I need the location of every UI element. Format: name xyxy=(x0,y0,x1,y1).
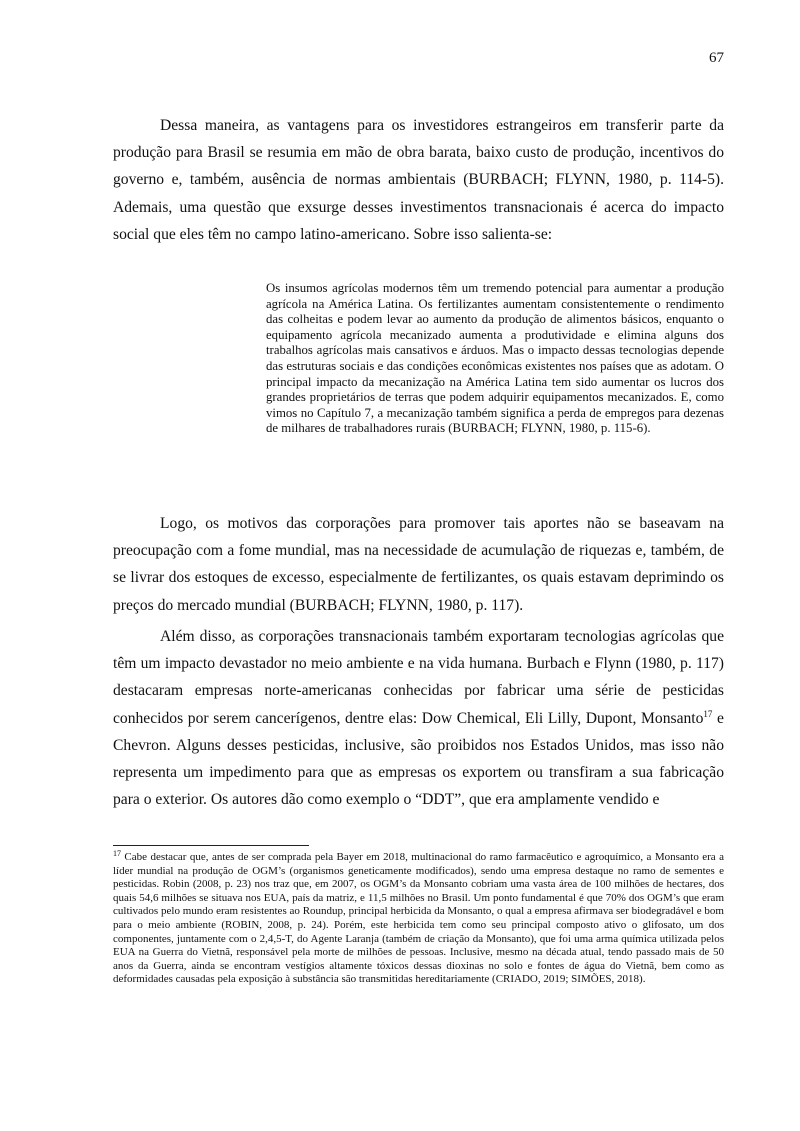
footnote-text: Cabe destacar que, antes de ser comprada pela Bayer em 2018, multinacional do ramo farmacêutico e agroquímico, a Monsanto era a líder mundial na produção de OGM’s (organismos geneticamente modificados), sendo uma empresa destaque no ramo de sementes e pesticidas. Robin (2008, p. 23) nos traz que, em 2007, os OGM’s da Monsanto cobriam uma vasta área de 100 milhões de hectares, dos quais 54,6 milhões se situava nos EUA, país da matriz, e 11,5 milhões no Brasil. Um ponto fundamental é que 70% dos OGM’s que eram cultivados pelo mundo eram resistentes ao Roundup, principal herbicida da Monsanto, o qual a empresa afirmava ser biodegradável e bom para o meio ambiente (ROBIN, 2008, p. 24). Porém, este herbicida tem como seu principal composto ativo o glifosato, um dos componentes, juntamente com o 2,4,5-T, do Agente Laranja (também de criação da Monsanto), que foi uma arma química utilizada pelos EUA na Guerra do Vietnã, responsável pela morte de milhões de pessoas. Inclusive, mesmo na década atual, tendo passado mais de 50 anos da Guerra, ainda se encontram vestígios altamente tóxicos dessas dioxinas no solo e fontes de água do Vietnã, bem como as deformidades causadas pela exposição à substância são transmitidas hereditariamente (CRIADO, 2019; SIMÕES, 2018). xyxy=(113,851,724,986)
footnote-number: 17 xyxy=(113,849,121,858)
body-paragraph-1: Dessa maneira, as vantagens para os investidores estrangeiros em transferir parte da produção para Brasil se resumia em mão de obra barata, baixo custo de produção, incentivos do governo e, também, ausência de normas ambientais (BURBACH; FLYNN, 1980, p. 114-5). Ademais, uma questão que exsurge desses investimentos transnacionais é acerca do impacto social que eles têm no campo latino-americano. Sobre isso salienta-se: xyxy=(113,117,724,243)
footnote-separator xyxy=(113,845,309,846)
paragraph-3-text-end: e Chevron. Alguns desses pesticidas, inclusive, são proibidos nos Estados Unidos, mas isso não representa um impedimento para que as empresas os exportem ou transfiram a sua fabricação para o exterior. Os autores dão como exemplo o “DDT”, que era amplamente vendido e xyxy=(113,709,724,809)
footnote xyxy=(113,851,724,987)
footnote-reference: 17 xyxy=(703,708,713,719)
page-number: 67 xyxy=(709,50,724,66)
paragraph-3-text-start: Além disso, as corporações transnacionais também exportaram tecnologias agrícolas que têm um impacto devastador no meio ambiente e na vida humana. Burbach e Flynn (1980, p. 117) destacaram empresas norte-americanas conhecidas por fabricar uma série de pesticidas conhecidos por serem cancerígenos, dentre elas: Dow Chemical, Eli Lilly, Dupont, Monsanto xyxy=(113,628,724,727)
body-paragraph-2: Logo, os motivos das corporações para promover tais aportes não se baseavam na preocupação com a fome mundial, mas na necessidade de acumulação de riquezas e, também, de se livrar dos estoques de excesso, especialmente de fertilizantes, os quais estavam deprimindo os preços do mercado mundial (BURBACH; FLYNN, 1980, p. 117). xyxy=(113,515,724,614)
body-paragraph-3 xyxy=(113,623,724,813)
block-quote: Os insumos agrícolas modernos têm um tremendo potencial para aumentar a produção agrícola na América Latina. Os fertilizantes aumentam consistentemente o rendimento das colheitas e podem levar ao aumento da produção de alimentos básicos, enquanto o equipamento agrícola mecanizado aumenta a produtividade e elimina alguns dos trabalhos agrícolas mais cansativos e árduos. Mas o impacto dessas tecnologias depende das estruturas sociais e das condições econômicas existentes nos países que as adotam. O principal impacto da mecanização na América Latina tem sido aumentar os lucros dos grandes proprietários de terras que podem adquirir equipamentos mecanizados. E, como vimos no Capítulo 7, a mecanização também significa a perda de empregos para dezenas de milhares de trabalhadores rurais (BURBACH; FLYNN, 1980, p. 115-6). xyxy=(266,281,724,436)
